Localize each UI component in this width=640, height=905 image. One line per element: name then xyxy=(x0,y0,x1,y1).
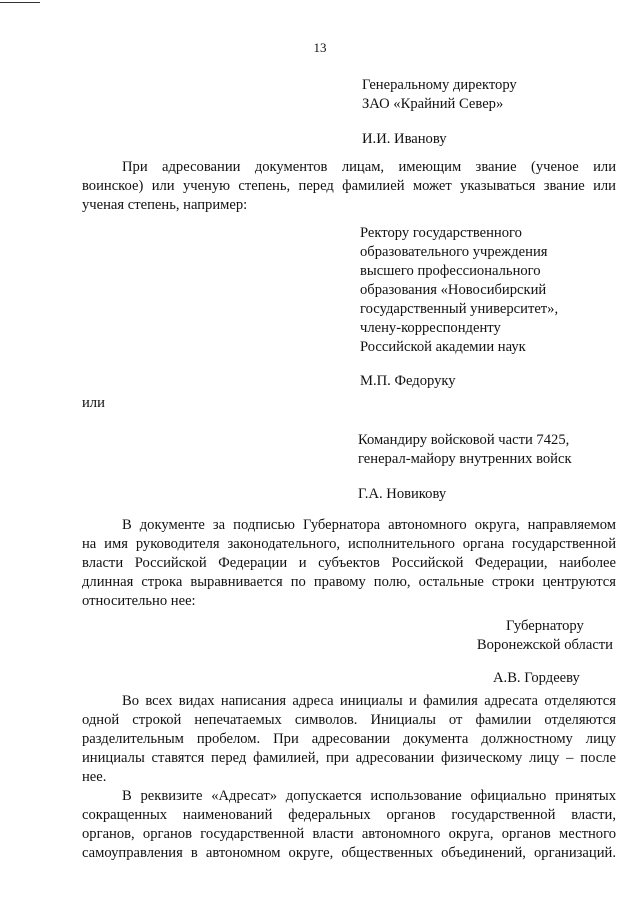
paragraph-line: самоуправления в автономном округе, общественных объединений, организаций. xyxy=(82,845,616,861)
address-block-1 xyxy=(362,76,517,149)
paragraph-line: разделительным пробелом. При адресовании документа должностному лицу xyxy=(82,731,616,747)
paragraph-line: власти Российской Федерации и субъектов Российской Федерации, наиболее xyxy=(82,555,616,571)
paragraph-line: относительно нее: xyxy=(82,593,196,609)
address-line: Воронежской области xyxy=(476,637,613,653)
address-line: ЗАО «Крайний Север» xyxy=(362,96,504,112)
address-line: Российской академии наук xyxy=(360,339,526,355)
paragraph-line: ученая степень, например: xyxy=(82,197,248,213)
address-block-3 xyxy=(358,431,572,504)
paragraph-line: органов, органов государственной власти автономного округа, органов местного xyxy=(82,826,616,842)
page-number: 13 xyxy=(313,40,327,55)
address-line: Генеральному директору xyxy=(362,77,517,93)
paragraph-line: одной строкой непечатаемых символов. Инициалы от фамилии отделяются xyxy=(82,712,616,728)
address-line: высшего профессионального xyxy=(360,263,541,279)
address-line: Ректору государственного xyxy=(360,225,522,241)
paragraph-line: воинское) или ученую степень, перед фамилией может указываться звание или xyxy=(82,178,616,194)
address-line: государственный университет», xyxy=(360,301,559,317)
paragraph-line: При адресовании документов лицам, имеющим звание (ученое или xyxy=(122,159,616,175)
paragraph-line: длинная строка выравнивается по правому полю, остальные строки центруются xyxy=(82,574,616,590)
addressee-name: М.П. Федоруку xyxy=(360,373,456,389)
paragraph-line: В документе за подписью Губернатора автономного округа, направляемом xyxy=(122,517,616,533)
address-line: Командиру войсковой части 7425, xyxy=(358,432,570,448)
paragraph-line: нее. xyxy=(82,769,107,785)
address-line: образования «Новосибирский xyxy=(360,282,547,298)
paragraph-line: инициалы ставятся перед фамилией, при адресовании физическому лицу – после xyxy=(82,750,616,766)
address-line: Губернатору xyxy=(506,618,584,634)
or-text: или xyxy=(82,395,105,411)
address-line: генерал-майору внутренних войск xyxy=(358,451,572,467)
address-block-4 xyxy=(477,617,613,655)
addressee-name: И.И. Иванову xyxy=(362,131,447,147)
addressee-name: Г.А. Новикову xyxy=(358,486,447,502)
paragraph-1 xyxy=(82,158,616,215)
top-rule xyxy=(0,2,40,3)
paragraph-line: на имя руководителя законодательного, исполнительного органа государственной xyxy=(82,536,616,552)
paragraph-line: В реквизите «Адресат» допускается использование официально принятых xyxy=(122,788,616,804)
paragraph-line: сокращенных наименований федеральных органов государственной власти, xyxy=(82,807,616,823)
paragraph-3 xyxy=(82,692,616,787)
paragraph-2 xyxy=(82,516,616,611)
addressee-name: А.В. Гордееву xyxy=(493,670,580,686)
address-block-2 xyxy=(360,224,558,391)
address-line: члену-корреспонденту xyxy=(360,320,501,336)
address-line: образовательного учреждения xyxy=(360,244,548,260)
paragraph-line: Во всех видах написания адреса инициалы и фамилия адресата отделяются xyxy=(122,693,616,709)
paragraph-4 xyxy=(82,787,616,863)
